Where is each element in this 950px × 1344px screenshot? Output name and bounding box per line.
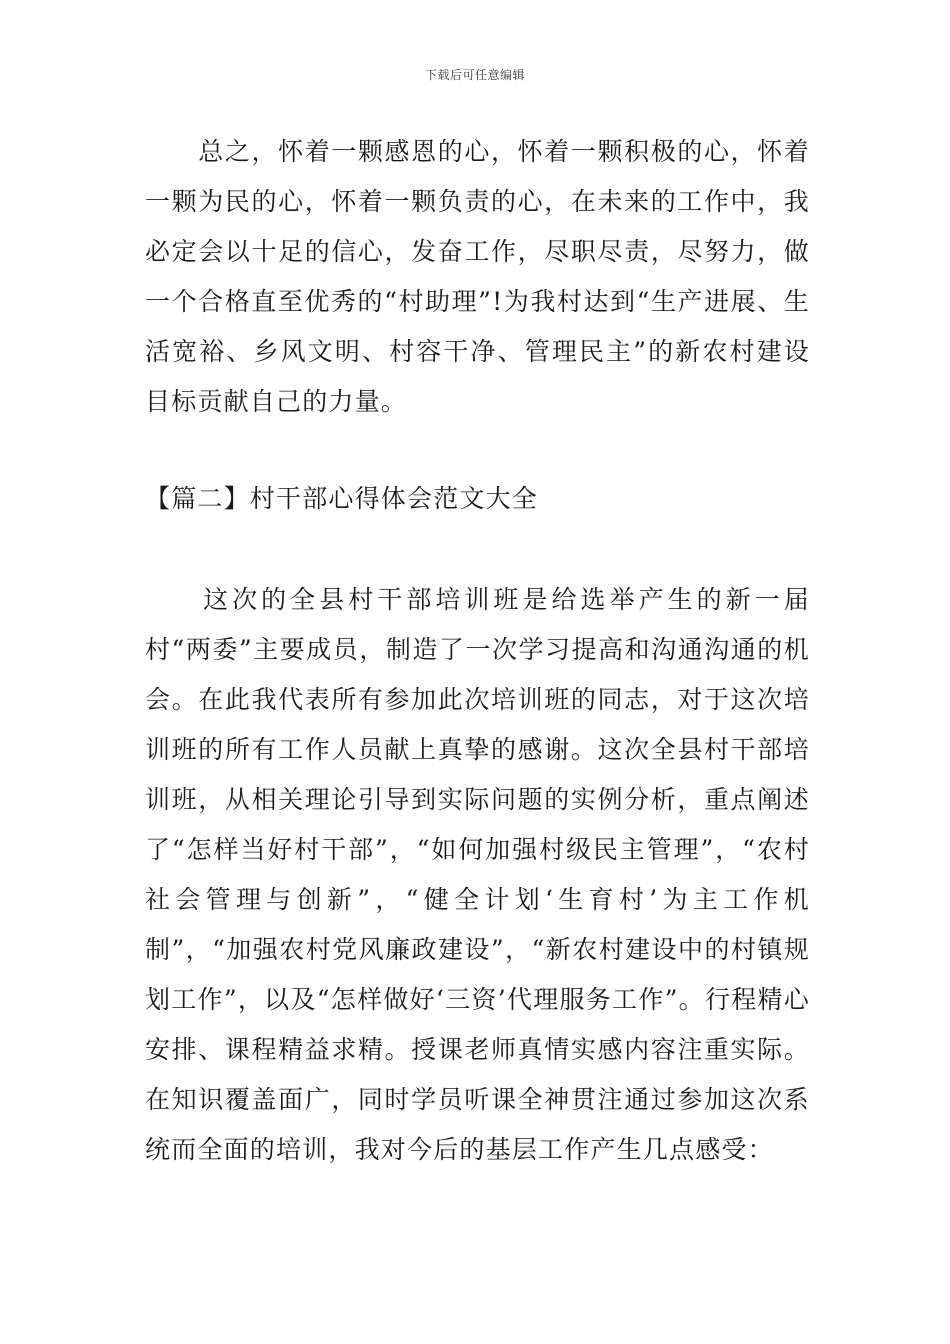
closing-paragraph: 总之，怀着一颗感恩的心，怀着一颗积极的心，怀着一颗为民的心，怀着一颗负责的心，在未来的工作中，我必定会以十足的信心，发奋工作，尽职尽责，尽努力，做一个合格直至优秀的“村助理”!为我村达到“生产进展、生活宽裕、乡风文明、村容干净、管理民主”的新农村建设目标贡献自己的力量。 (145, 137, 810, 416)
page-header-note: 下载后可任意编辑 (424, 68, 525, 82)
section-heading: 【篇二】村干部心得体会范文大全 (145, 484, 539, 513)
section-body-paragraph: 这次的全县村干部培训班是给选举产生的新一届村“两委”主要成员，制造了一次学习提高和沟通沟通的机会。在此我代表所有参加此次培训班的同志，对于这次培训班的所有工作人员献上真挚的感谢。这次全县村干部培训班，从相关理论引导到实际问题的实例分析，重点阐述了“怎样当好村干部”，“如何加强村级民主管理”，“农村社会管理与创新”，“健全计划‘生育村’为主工作机制”，“加强农村党风廉政建设”，“新农村建设中的村镇规划工作”，以及“怎样做好‘三资’代理服务工作”。行程精心安排、课程精益求精。授课老师真情实感内容注重实际。在知识覆盖面广，同时学员听课全神贯注通过参加这次系统而全面的培训，我对今后的基层工作产生几点感受： (145, 585, 810, 1164)
